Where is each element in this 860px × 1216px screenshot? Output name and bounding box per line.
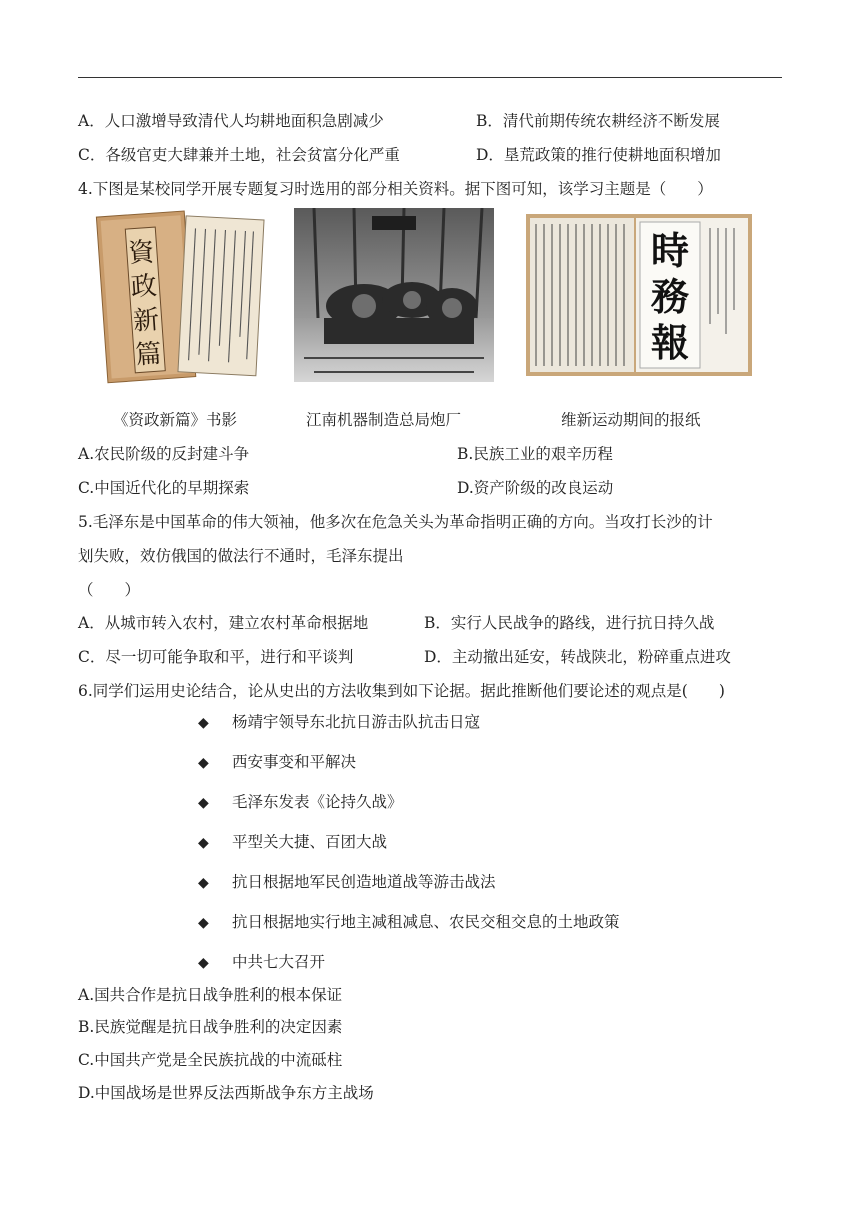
q6-evidence-text: 杨靖宇领导东北抗日游击队抗击日寇 [232, 713, 481, 731]
shiwubao-title-text: 時 務 報 [650, 228, 689, 365]
shiwubao-image [526, 214, 752, 376]
q6-evidence-text: 平型关大捷、百团大战 [232, 833, 388, 851]
q3-option-d: D．垦荒政策的推行使耕地面积增加 [476, 146, 721, 164]
image-caption-jiangnan: 江南机器制造总局炮厂 [306, 411, 462, 429]
q6-evidence-text: 中共七大召开 [232, 953, 326, 971]
q3-option-a: A．人口激增导致清代人均耕地面积急剧减少 [78, 112, 384, 130]
q4-stem: 4.下图是某校同学开展专题复习时选用的部分相关资料。据下图可知，该学习主题是（ ） [78, 180, 713, 198]
q6-option-c: C.中国共产党是全民族抗战的中流砥柱 [78, 1051, 343, 1069]
q5-option-b: B．实行人民战争的路线，进行抗日持久战 [424, 614, 715, 632]
q4-option-d: D.资产阶级的改良运动 [457, 479, 614, 497]
q6-option-a: A.国共合作是抗日战争胜利的根本保证 [78, 986, 343, 1004]
q4-option-a: A.农民阶级的反封建斗争 [78, 445, 250, 463]
q3-option-b: B．清代前期传统农耕经济不断发展 [476, 112, 720, 130]
q5-option-c: C．尽一切可能争取和平，进行和平谈判 [78, 648, 354, 666]
q5-answer-bracket: （ ） [78, 581, 141, 599]
q6-evidence-item [198, 712, 480, 733]
zizheng-xinpian-book-illustration [84, 206, 266, 384]
q6-evidence-text: 抗日根据地实行地主减租减息、农民交租交息的土地政策 [232, 913, 620, 931]
q6-evidence-item [198, 832, 387, 853]
q6-option-b: B.民族觉醒是抗日战争胜利的决定因素 [78, 1018, 343, 1036]
q5-option-a: A．从城市转入农村，建立农村革命根据地 [78, 614, 369, 632]
image-caption-shiwubao: 维新运动期间的报纸 [561, 411, 701, 429]
jiangnan-arsenal-photo [294, 208, 494, 382]
q3-option-c: C．各级官吏大肆兼并土地，社会贫富分化严重 [78, 146, 400, 164]
diamond-bullet-icon: ◆ [198, 755, 209, 771]
diamond-bullet-icon: ◆ [198, 795, 209, 811]
diamond-bullet-icon: ◆ [198, 715, 209, 731]
q6-evidence-item [198, 952, 325, 973]
header-rule [78, 77, 782, 78]
q4-option-b: B.民族工业的艰辛历程 [457, 445, 613, 463]
shiwubao-newspaper-illustration [526, 214, 752, 376]
diamond-bullet-icon: ◆ [198, 915, 209, 931]
q6-evidence-text: 西安事变和平解决 [232, 753, 357, 771]
q5-option-d: D．主动撤出延安，转战陕北，粉碎重点进攻 [424, 648, 731, 666]
zizheng-title-text: 資 政 新 篇 [127, 237, 163, 371]
jiangnan-arsenal-image [294, 208, 494, 382]
diamond-bullet-icon: ◆ [198, 875, 209, 891]
zizheng-xinpian-image [84, 206, 266, 384]
q6-evidence-item [198, 752, 356, 773]
image-caption-zizheng: 《资政新篇》书影 [113, 411, 238, 429]
q6-evidence-text: 毛泽东发表《论持久战》 [232, 793, 403, 811]
q6-evidence-item [198, 912, 620, 933]
q6-option-d: D.中国战场是世界反法西斯战争东方主战场 [78, 1084, 374, 1102]
diamond-bullet-icon: ◆ [198, 955, 209, 971]
q4-option-c: C.中国近代化的早期探索 [78, 479, 250, 497]
q5-stem-line-1: 5.毛泽东是中国革命的伟大领袖，他多次在危急关头为革命指明正确的方向。当攻打长沙的计 [78, 513, 713, 531]
q6-stem: 6.同学们运用史论结合，论从史出的方法收集到如下论据。据此推断他们要论述的观点是( ) [78, 682, 725, 700]
q6-evidence-item [198, 872, 496, 893]
q6-evidence-item [198, 792, 403, 813]
q6-evidence-text: 抗日根据地军民创造地道战等游击战法 [232, 873, 496, 891]
diamond-bullet-icon: ◆ [198, 835, 209, 851]
q5-stem-line-2: 划失败，效仿俄国的做法行不通时，毛泽东提出 [78, 547, 404, 565]
